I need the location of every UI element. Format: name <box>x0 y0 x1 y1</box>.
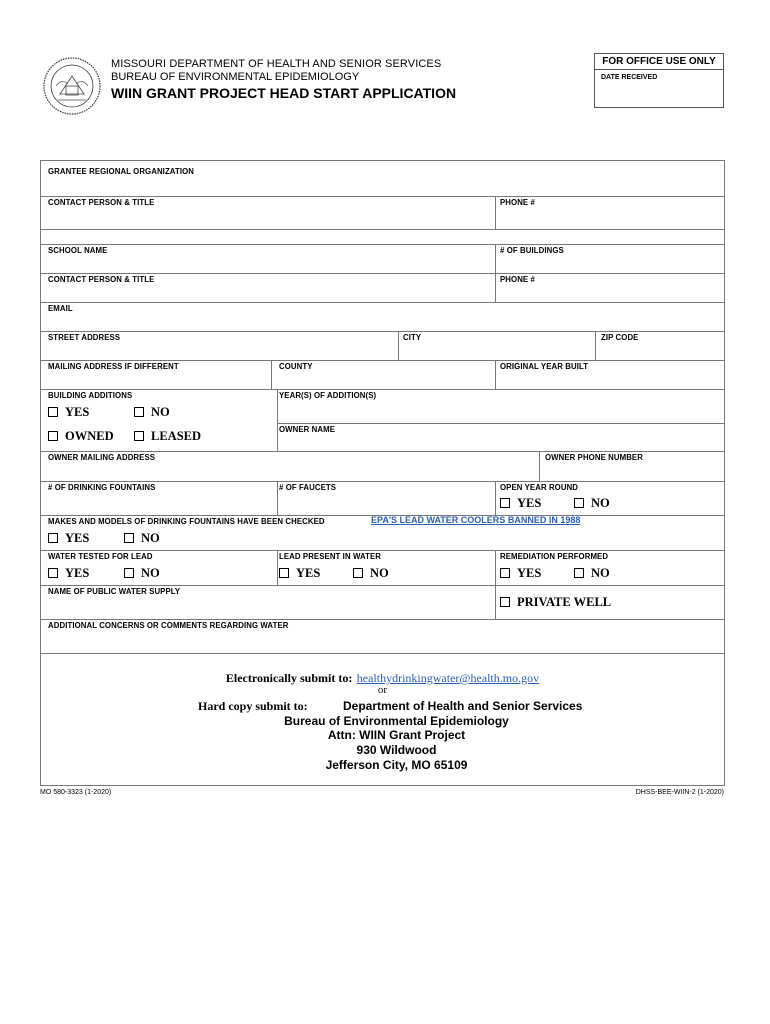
lead-yes-checkbox[interactable]: YES <box>279 566 320 581</box>
county-label: COUNTY <box>279 362 313 371</box>
epa-lead-coolers-link[interactable]: EPA'S LEAD WATER COOLERS BANNED IN 1988 <box>371 515 581 525</box>
owner-phone-label: OWNER PHONE NUMBER <box>545 453 643 462</box>
checkbox-box[interactable] <box>134 407 144 417</box>
electronic-submit-label: Electronically submit to: <box>225 671 353 685</box>
office-use-title: FOR OFFICE USE ONLY <box>595 54 723 70</box>
makes-models-no-checkbox[interactable]: NO <box>124 531 160 546</box>
leased-checkbox[interactable]: LEASED <box>134 429 201 444</box>
checkbox-box[interactable] <box>500 568 510 578</box>
checkbox-box[interactable] <box>48 568 58 578</box>
address-line-1: Department of Health and Senior Services <box>343 699 583 713</box>
address-line-5: Jefferson City, MO 65109 <box>325 758 468 772</box>
open-year-label: OPEN YEAR ROUND <box>500 483 579 492</box>
dept-name: MISSOURI DEPARTMENT OF HEALTH AND SENIOR SERVICES <box>111 58 442 70</box>
office-use-box <box>594 53 724 108</box>
date-received-label: DATE RECEIVED <box>601 74 658 81</box>
contact-title-label-1: CONTACT PERSON & TITLE <box>48 198 155 207</box>
tested-no-checkbox[interactable]: NO <box>124 566 160 581</box>
lead-no-checkbox[interactable]: NO <box>353 566 389 581</box>
makes-models-yes-checkbox[interactable]: YES <box>48 531 89 546</box>
school-name-label: SCHOOL NAME <box>48 246 108 255</box>
checkbox-box[interactable] <box>48 533 58 543</box>
phone-label-2: PHONE # <box>500 275 535 284</box>
checkbox-box[interactable] <box>124 568 134 578</box>
additional-concerns-label: ADDITIONAL CONCERNS OR COMMENTS REGARDING WATER <box>48 621 289 630</box>
open-year-yes-checkbox[interactable]: YES <box>500 496 541 511</box>
contact-title-label-2: CONTACT PERSON & TITLE <box>48 275 155 284</box>
checkbox-box[interactable] <box>574 498 584 508</box>
checkbox-box[interactable] <box>124 533 134 543</box>
tested-yes-checkbox[interactable]: YES <box>48 566 89 581</box>
owned-checkbox[interactable]: OWNED <box>48 429 114 444</box>
application-form <box>40 160 725 786</box>
or-text: or <box>377 684 388 696</box>
email-label: EMAIL <box>48 304 73 313</box>
building-additions-label: BUILDING ADDITIONS <box>48 391 133 400</box>
address-line-4: 930 Wildwood <box>356 743 437 757</box>
checkbox-box[interactable] <box>500 498 510 508</box>
checkbox-box[interactable] <box>574 568 584 578</box>
num-faucets-label: # OF FAUCETS <box>279 483 337 492</box>
public-supply-label: NAME OF PUBLIC WATER SUPPLY <box>48 587 181 596</box>
checkbox-box[interactable] <box>279 568 289 578</box>
form-number-right: DHSS-BEE-WIIN-2 (1-2020) <box>635 789 724 796</box>
zip-code-label: ZIP CODE <box>601 333 639 342</box>
checkbox-box[interactable] <box>500 597 510 607</box>
bureau-name: BUREAU OF ENVIRONMENTAL EPIDEMIOLOGY <box>111 71 360 83</box>
checkbox-box[interactable] <box>48 407 58 417</box>
owner-name-label: OWNER NAME <box>279 425 336 434</box>
remediation-yes-checkbox[interactable]: YES <box>500 566 541 581</box>
checkbox-box[interactable] <box>353 568 363 578</box>
remediation-label: REMEDIATION PERFORMED <box>500 552 609 561</box>
hard-copy-label: Hard copy submit to: <box>198 699 308 713</box>
private-well-checkbox[interactable]: PRIVATE WELL <box>500 595 611 610</box>
lead-present-label: LEAD PRESENT IN WATER <box>279 552 382 561</box>
submit-email-link[interactable]: healthydrinkingwater@health.mo.gov <box>356 671 540 685</box>
makes-models-label: MAKES AND MODELS OF DRINKING FOUNTAINS HAVE BEEN CHECKED <box>48 517 325 526</box>
form-title: WIIN GRANT PROJECT HEAD START APPLICATION <box>111 85 457 101</box>
num-buildings-label: # OF BUILDINGS <box>500 246 564 255</box>
city-label: CITY <box>403 333 422 342</box>
address-line-2: Bureau of Environmental Epidemiology <box>284 714 509 728</box>
original-year-label: ORIGINAL YEAR BUILT <box>500 362 589 371</box>
num-fountains-label: # OF DRINKING FOUNTAINS <box>48 483 156 492</box>
remediation-no-checkbox[interactable]: NO <box>574 566 610 581</box>
water-tested-label: WATER TESTED FOR LEAD <box>48 552 153 561</box>
grantee-org-label: GRANTEE REGIONAL ORGANIZATION <box>48 167 194 176</box>
years-addition-label: YEAR(S) OF ADDITION(S) <box>279 391 377 400</box>
street-address-label: STREET ADDRESS <box>48 333 121 342</box>
checkbox-box[interactable] <box>48 431 58 441</box>
additions-no-checkbox[interactable]: NO <box>134 405 170 420</box>
phone-label-1: PHONE # <box>500 198 535 207</box>
state-seal-icon <box>42 56 102 116</box>
mailing-address-label: MAILING ADDRESS IF DIFFERENT <box>48 362 179 371</box>
checkbox-box[interactable] <box>134 431 144 441</box>
owner-mailing-label: OWNER MAILING ADDRESS <box>48 453 156 462</box>
open-year-no-checkbox[interactable]: NO <box>574 496 610 511</box>
form-number-left: MO 580-3323 (1-2020) <box>40 789 112 796</box>
address-line-3: Attn: WIIN Grant Project <box>327 728 466 742</box>
additions-yes-checkbox[interactable]: YES <box>48 405 89 420</box>
